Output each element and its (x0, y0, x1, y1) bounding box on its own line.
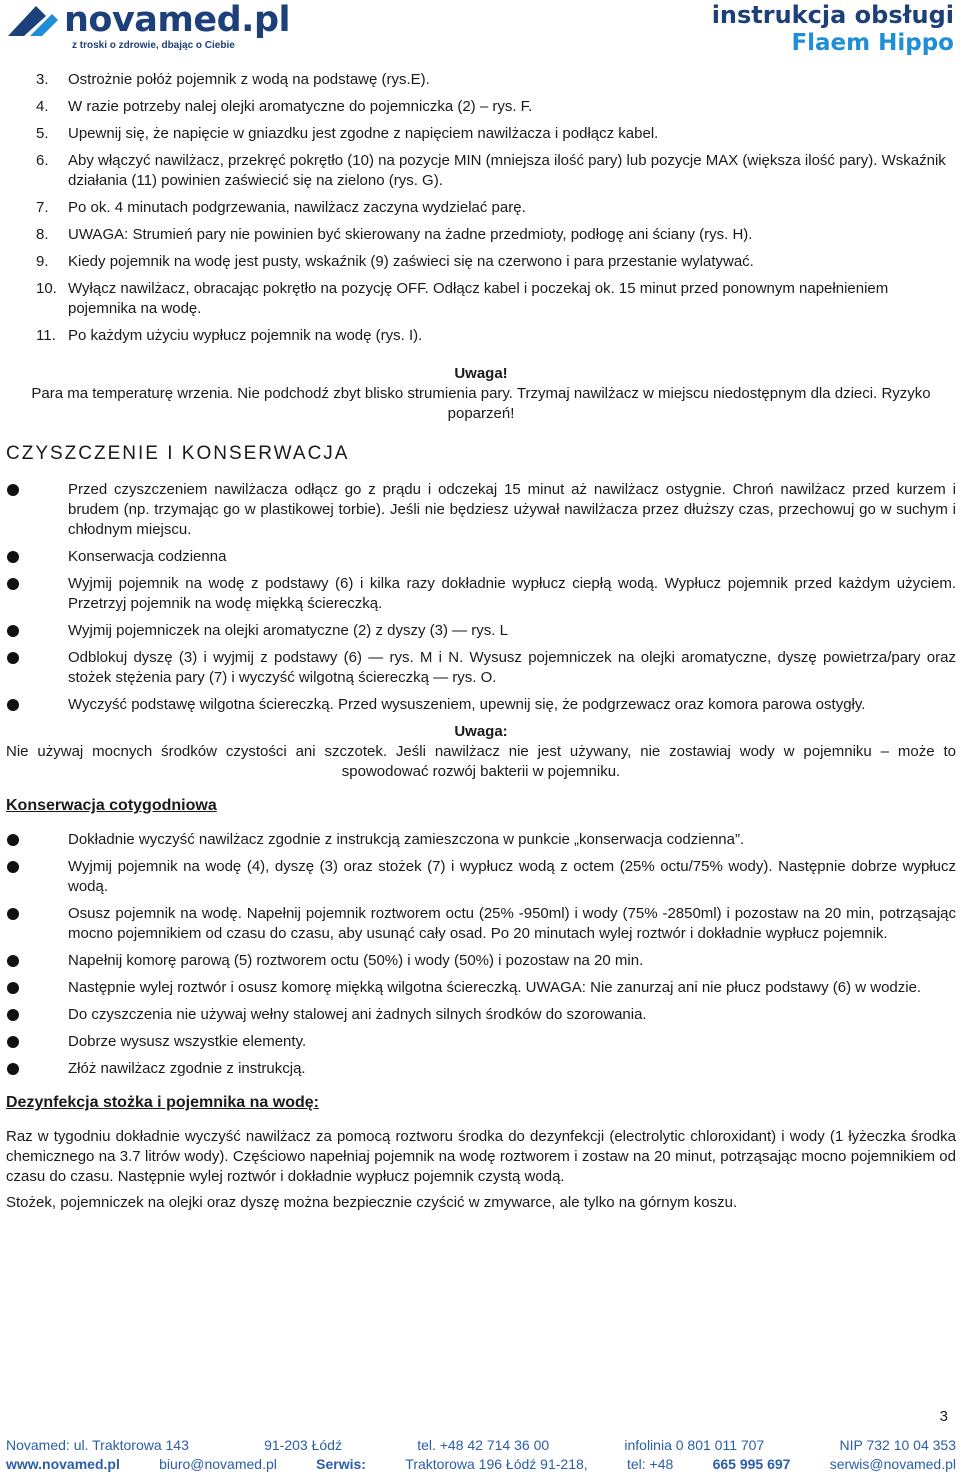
bullet-icon (7, 1063, 19, 1075)
bullet-icon (7, 982, 19, 994)
list-item (6, 648, 956, 688)
warning-title: Uwaga! (454, 365, 508, 382)
logo-tagline: z troski o zdrowie, dbając o Ciebie (72, 40, 235, 51)
list-item (6, 480, 956, 540)
bullet-text: Do czyszczenia nie używaj wełny stalowej ani żadnych silnych środków do szorowania. (68, 1006, 647, 1023)
step-number: 8. (36, 226, 49, 243)
step-number: 7. (36, 199, 49, 216)
page-footer (6, 1436, 956, 1474)
bullet-text: Konserwacja codzienna (68, 548, 227, 565)
safety-warning (6, 364, 956, 424)
bullet-icon (7, 652, 19, 664)
list-item (6, 978, 956, 998)
list-item (6, 97, 956, 117)
logo-mark-icon (6, 4, 60, 38)
bullet-icon (7, 1009, 19, 1021)
disinfection-heading: Dezynfekcja stożka i pojemnika na wodę: (6, 1094, 319, 1111)
page-header (0, 0, 960, 60)
footer-hotline[interactable]: infolinia 0 801 011 707 (624, 1437, 765, 1453)
bullet-icon (7, 578, 19, 590)
bullet-text: Dokładnie wyczyść nawilżacz zgodnie z instrukcją zamieszczona w punkcie „konserwacja codzienna”. (68, 831, 745, 848)
footer-contact-line (6, 1455, 956, 1474)
product-model-title: Flaem Hippo (791, 30, 954, 56)
bullet-icon (7, 908, 19, 920)
list-item (6, 252, 956, 272)
bullet-icon (7, 625, 19, 637)
list-item (6, 904, 956, 944)
bullet-text: Odblokuj dyszę (3) i wyjmij z podstawy (6) — rys. M i N. Wysusz pojemniczek na olejki aromatyczne, dyszę powietrza/pary oraz stożek stężenia pary (7) i wyczyść wilgotną ściereczką — rys. O. (68, 649, 956, 686)
brand-logo[interactable] (6, 2, 306, 54)
note-title: Uwaga: (454, 723, 508, 740)
footer-nip: NIP 732 10 04 353 (839, 1437, 956, 1453)
bullet-icon (7, 1036, 19, 1048)
footer-address: Novamed: ul. Traktorowa 143 (6, 1437, 189, 1453)
bullet-icon (7, 955, 19, 967)
list-item (6, 695, 956, 715)
step-number: 10. (36, 280, 57, 297)
bullet-text: Następnie wylej roztwór i osusz komorę miękką wilgotna ściereczką. UWAGA: Nie zanurzaj ani nie płucz podstawy (6) w wodzie. (68, 979, 922, 996)
logo-text: novamed.pl (64, 0, 291, 40)
footer-service-phone[interactable]: 665 995 697 (712, 1456, 791, 1472)
list-item (6, 124, 956, 144)
list-item (6, 830, 956, 850)
step-text: Kiedy pojemnik na wodę jest pusty, wskaźnik (9) zaświeci się na czerwono i para przestanie wylatywać. (68, 253, 754, 270)
step-text: UWAGA: Strumień pary nie powinien być skierowany na żadne przedmioty, podłogę ani ściany (rys. H). (68, 226, 753, 243)
bullet-text: Wyczyść podstawę wilgotna ściereczką. Przed wysuszeniem, upewnij się, że podgrzewacz oraz komora parowa ostygły. (68, 696, 866, 713)
disinfection-paragraph: Raz w tygodniu dokładnie wyczyść nawilżacz za pomocą roztworu środka do dezynfekcji (electrolytic chloroxidant) i wody (1 łyżeczka środka chemicznego na 3.7 litrów wody). Częściowo napełniaj pojemnik na wodę roztworem i zostaw na 20 minut, potrząsając mocno pojemnikiem od czasu do czasu. Następnie wylej roztwór i dokładnie wypłucz pojemnik czystą wodą. (6, 1128, 956, 1185)
step-text: Ostrożnie połóż pojemnik z wodą na podstawę (rys.E). (68, 71, 430, 88)
bullet-icon (7, 699, 19, 711)
dishwasher-paragraph: Stożek, pojemniczek na olejki oraz dyszę można bezpiecznie czyścić w zmywarce, ale tylko na górnym koszu. (6, 1194, 738, 1211)
note-body: Nie używaj mocnych środków czystości ani szczotek. Jeśli nawilżacz nie jest używany, nie zostawiaj wody w pojemniku – może to spowodować rozwój bakterii w pojemniku. (6, 743, 956, 780)
list-item (6, 279, 956, 319)
step-text: Wyłącz nawilżacz, obracając pokrętło na pozycję OFF. Odłącz kabel i poczekaj ok. 15 minut przed ponownym napełnieniem pojemnika na wodę. (68, 280, 889, 317)
footer-service-address: Traktorowa 196 Łódź 91-218, (405, 1456, 588, 1472)
list-item (6, 198, 956, 218)
step-text: Upewnij się, że napięcie w gniazdku jest zgodne z napięciem nawilżacza i podłącz kabel. (68, 125, 659, 142)
footer-website-link[interactable]: www.novamed.pl (6, 1456, 120, 1472)
bullet-icon (7, 861, 19, 873)
list-item (6, 951, 956, 971)
step-number: 4. (36, 98, 49, 115)
step-number: 11. (36, 327, 56, 344)
bullet-text: Wyjmij pojemnik na wodę (4), dyszę (3) oraz stożek (7) i wypłucz wodą z octem (25% octu/75% wody). Następnie dobrze wypłucz wodą. (68, 858, 956, 895)
list-item (6, 1059, 956, 1079)
list-item (6, 547, 956, 567)
bullet-text: Dobrze wysusz wszystkie elementy. (68, 1033, 307, 1050)
list-item (6, 574, 956, 614)
weekly-maintenance-heading: Konserwacja cotygodniowa (6, 797, 217, 814)
bullet-text: Osusz pojemnik na wodę. Napełnij pojemnik roztworem octu (25% -950ml) i wody (75% -2850ml) i pozostaw na 20 min, potrząsając mocno pojemnikiem od czasu do czasu, aby usunąć cały osad. Po 20 minutach wylej roztwór i dokładnie wypłucz pojemnik. (68, 905, 956, 942)
bullet-text: Przed czyszczeniem nawilżacza odłącz go z prądu i odczekaj 15 minut aż nawilżacz ostygnie. Chroń nawilżacz przed kurzem i brudem (np. trzymając go w plastikowej torbie). Jeśli nie będziesz używał nawilżacza przez dłuższy czas, przechowuj go w suchym i chłodnym miejscu. (68, 481, 956, 538)
document-type-title: instrukcja obsługi (711, 1, 954, 29)
list-item (6, 1005, 956, 1025)
cleaning-note (6, 722, 956, 782)
usage-steps-list (6, 70, 956, 346)
list-item (6, 326, 956, 346)
footer-company-line (6, 1436, 956, 1455)
footer-service-email-link[interactable]: serwis@novamed.pl (829, 1456, 956, 1472)
step-text: Po ok. 4 minutach podgrzewania, nawilżacz zaczyna wydzielać parę. (68, 199, 526, 216)
step-number: 6. (36, 152, 49, 169)
step-number: 5. (36, 125, 49, 142)
list-item (6, 225, 956, 245)
bullet-icon (7, 834, 19, 846)
list-item (6, 621, 956, 641)
list-item (6, 151, 956, 191)
step-text: Po każdym użyciu wypłucz pojemnik na wodę (rys. I). (68, 327, 423, 344)
bullet-text: Wyjmij pojemniczek na olejki aromatyczne (2) z dyszy (3) — rys. L (68, 622, 508, 639)
list-item (6, 1032, 956, 1052)
footer-city: 91-203 Łódź (264, 1437, 342, 1453)
footer-phone[interactable]: tel. +48 42 714 36 00 (417, 1437, 550, 1453)
step-text: Aby włączyć nawilżacz, przekręć pokrętło (10) na pozycje MIN (mniejsza ilość pary) lub pozycje MAX (większa ilość pary). Wskaźnik działania (11) powinien zaświecić się na zielono (rys. G). (68, 152, 946, 189)
cleaning-section-heading: CZYSZCZENIE I KONSERWACJA (6, 443, 350, 464)
bullet-icon (7, 551, 19, 563)
bullet-icon (7, 484, 19, 496)
cleaning-bullet-list (6, 480, 956, 715)
list-item (6, 70, 956, 90)
page-number: 3 (939, 1408, 948, 1425)
step-number: 9. (36, 253, 49, 270)
manual-content (6, 70, 956, 1219)
footer-service-phone-label: tel: +48 (626, 1456, 674, 1472)
footer-service-label: Serwis: (316, 1456, 366, 1472)
footer-email-link[interactable]: biuro@novamed.pl (159, 1456, 277, 1472)
weekly-bullet-list (6, 830, 956, 1079)
warning-body: Para ma temperaturę wrzenia. Nie podchodź zbyt blisko strumienia pary. Trzymaj nawilżacz w miejscu niedostępnym dla dzieci. Ryzyko poparzeń! (31, 385, 931, 422)
bullet-text: Złóż nawilżacz zgodnie z instrukcją. (68, 1060, 306, 1077)
bullet-text: Wyjmij pojemnik na wodę z podstawy (6) i kilka razy dokładnie wypłucz ciepłą wodą. Wypłucz pojemnik przed każdym użyciem. Przetrzyj pojemnik na wodę miękką ściereczką. (68, 575, 956, 612)
list-item (6, 857, 956, 897)
bullet-text: Napełnij komorę parową (5) roztworem octu (50%) i wody (50%) i pozostaw na 20 min. (68, 952, 644, 969)
step-number: 3. (36, 71, 49, 88)
step-text: W razie potrzeby nalej olejki aromatyczne do pojemniczka (2) – rys. F. (68, 98, 533, 115)
